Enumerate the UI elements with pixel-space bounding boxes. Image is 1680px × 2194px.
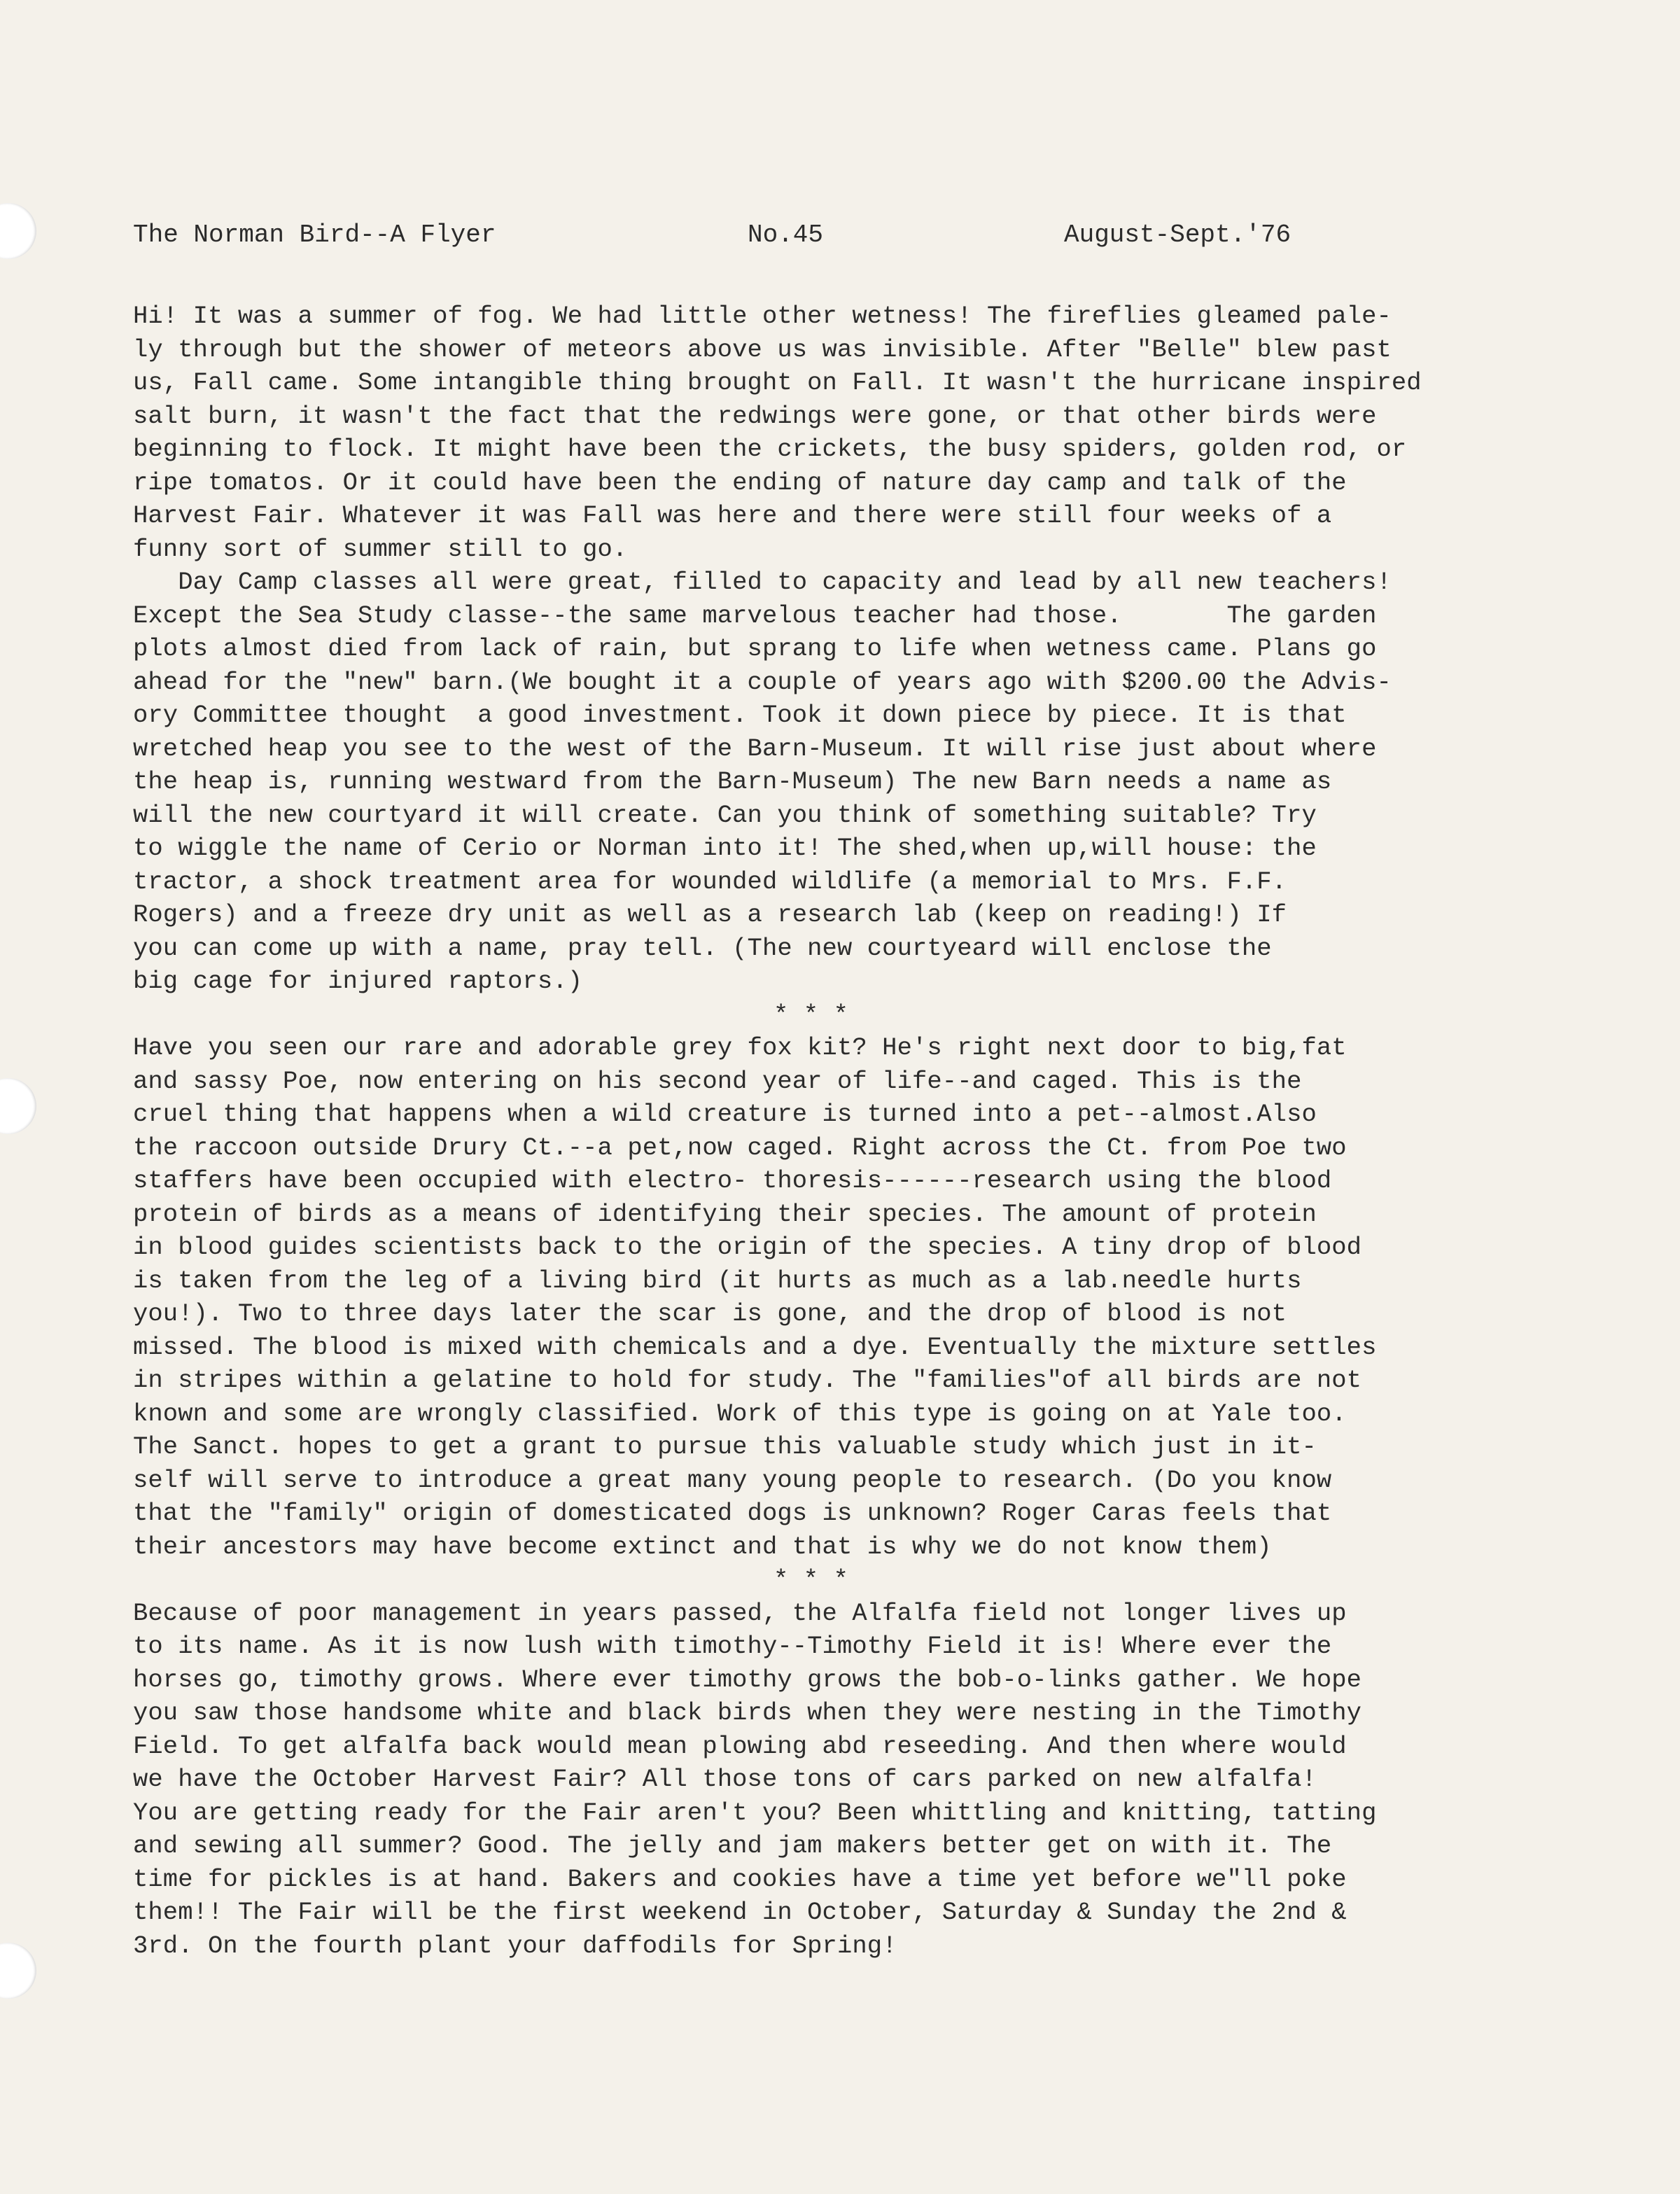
text-line: big cage for injured raptors.) [133,967,583,995]
text-line: Day Camp classes all were great, filled to capacity and lead by all new teachers! [133,568,1392,596]
text-line: ory Committee thought a good investment. Took it down piece by piece. It is that [133,701,1347,729]
text-line: Except the Sea Study classe--the same marvelous teacher had those. The garden [133,601,1377,630]
text-line: them!! The Fair will be the first weekend in October, Saturday & Sunday the 2nd & [133,1898,1347,1927]
text-line: salt burn, it wasn't the fact that the redwings were gone, or that other birds were [133,401,1377,431]
text-line: you can come up with a name, pray tell. (The new courtyeard will enclose the [133,933,1272,963]
punch-hole [0,203,36,259]
text-line: the raccoon outside Drury Ct.--a pet,now caged. Right across the Ct. from Poe two [133,1133,1347,1162]
issue-number: No.45 [748,221,824,249]
text-line: you!). Two to three days later the scar is gone, and the drop of blood is not [133,1299,1287,1328]
text-line: The Sanct. hopes to get a grant to pursue this valuable study which just in it- [133,1432,1317,1461]
text-line: tractor, a shock treatment area for wounded wildlife (a memorial to Mrs. F.F. [133,867,1287,896]
text-line: wretched heap you see to the west of the Barn-Museum. It will rise just about where [133,734,1377,763]
text-line: to wiggle the name of Cerio or Norman into it! The shed,when up,will house: the [133,834,1317,862]
text-line: Hi! It was a summer of fog. We had little other wetness! The fireflies gleamed pale- [133,302,1392,330]
text-line: their ancestors may have become extinct and that is why we do not know them) [133,1532,1272,1561]
text-line: us, Fall came. Some intangible thing brought on Fall. It wasn't the hurricane inspired [133,368,1422,397]
text-line: ahead for the "new" barn.(We bought it a couple of years ago with $200.00 the Advis- [133,667,1392,697]
text-line: to its name. As it is now lush with timothy--Timothy Field it is! Where ever the [133,1632,1332,1661]
text-line: cruel thing that happens when a wild creature is turned into a pet--almost.Also [133,1100,1317,1129]
text-line: is taken from the leg of a living bird (it hurts as much as a lab.needle hurts [133,1266,1302,1295]
text-line: Rogers) and a freeze dry unit as well as a research lab (keep on reading!) If [133,900,1287,929]
text-line: horses go, timothy grows. Where ever timothy grows the bob-o-links gather. We hope [133,1665,1362,1694]
text-line: funny sort of summer still to go. [133,534,628,564]
text-line: in blood guides scientists back to the origin of the species. A tiny drop of blood [133,1233,1362,1262]
newsletter-body [133,300,1589,1962]
newsletter-title: The Norman Bird--A Flyer [133,221,496,249]
text-line: missed. The blood is mixed with chemicals and a dye. Eventually the mixture settles [133,1332,1377,1362]
text-line: You are getting ready for the Fair aren't you? Been whittling and knitting, tatting [133,1798,1377,1827]
text-line: 3rd. On the fourth plant your daffodils for Spring! [133,1931,897,1960]
text-line: we have the October Harvest Fair? All those tons of cars parked on new alfalfa! [133,1765,1317,1794]
text-line: time for pickles is at hand. Bakers and cookies have a time yet before we"ll poke [133,1864,1347,1894]
text-line: you saw those handsome white and black birds when they were nesting in the Timothy [133,1698,1362,1727]
section-separator: * * * [774,1000,849,1029]
text-line: will the new courtyard it will create. Can you think of something suitable? Try [133,800,1317,830]
punch-hole [0,1943,36,1999]
text-line: Field. To get alfalfa back would mean plowing abd reseeding. And then where would [133,1731,1347,1761]
text-line: Harvest Fair. Whatever it was Fall was here and there were still four weeks of a [133,501,1332,530]
text-line: protein of birds as a means of identifying their species. The amount of protein [133,1199,1317,1229]
text-line: Because of poor management in years passed, the Alfalfa field not longer lives up [133,1598,1347,1628]
text-line: and sewing all summer? Good. The jelly and jam makers better get on with it. The [133,1831,1332,1860]
text-line: ly through but the shower of meteors above us was invisible. After "Belle" blew past [133,335,1392,364]
text-line: and sassy Poe, now entering on his second year of life--and caged. This is the [133,1066,1302,1096]
text-line: self will serve to introduce a great many young people to research. (Do you know [133,1465,1332,1495]
text-line: staffers have been occupied with electro- thoresis------research using the blood [133,1166,1332,1195]
text-line: known and some are wrongly classified. Work of this type is going on at Yale too. [133,1399,1347,1428]
punch-hole [0,1078,36,1134]
section-separator: * * * [774,1565,849,1594]
text-line: in stripes within a gelatine to hold for study. The "families"of all birds are not [133,1366,1362,1395]
text-line: that the "family" origin of domesticated dogs is unknown? Roger Caras feels that [133,1499,1332,1528]
text-line: ripe tomatos. Or it could have been the ending of nature day camp and talk of the [133,468,1347,497]
text-line: plots almost died from lack of rain, but sprang to life when wetness came. Plans go [133,634,1377,663]
issue-date: August-Sept.'76 [1064,221,1292,249]
text-line: Have you seen our rare and adorable grey fox kit? He's right next door to big,fat [133,1033,1347,1062]
text-line: beginning to flock. It might have been the crickets, the busy spiders, golden rod, or [133,435,1407,463]
text-line: the heap is, running westward from the Barn-Museum) The new Barn needs a name as [133,767,1332,796]
